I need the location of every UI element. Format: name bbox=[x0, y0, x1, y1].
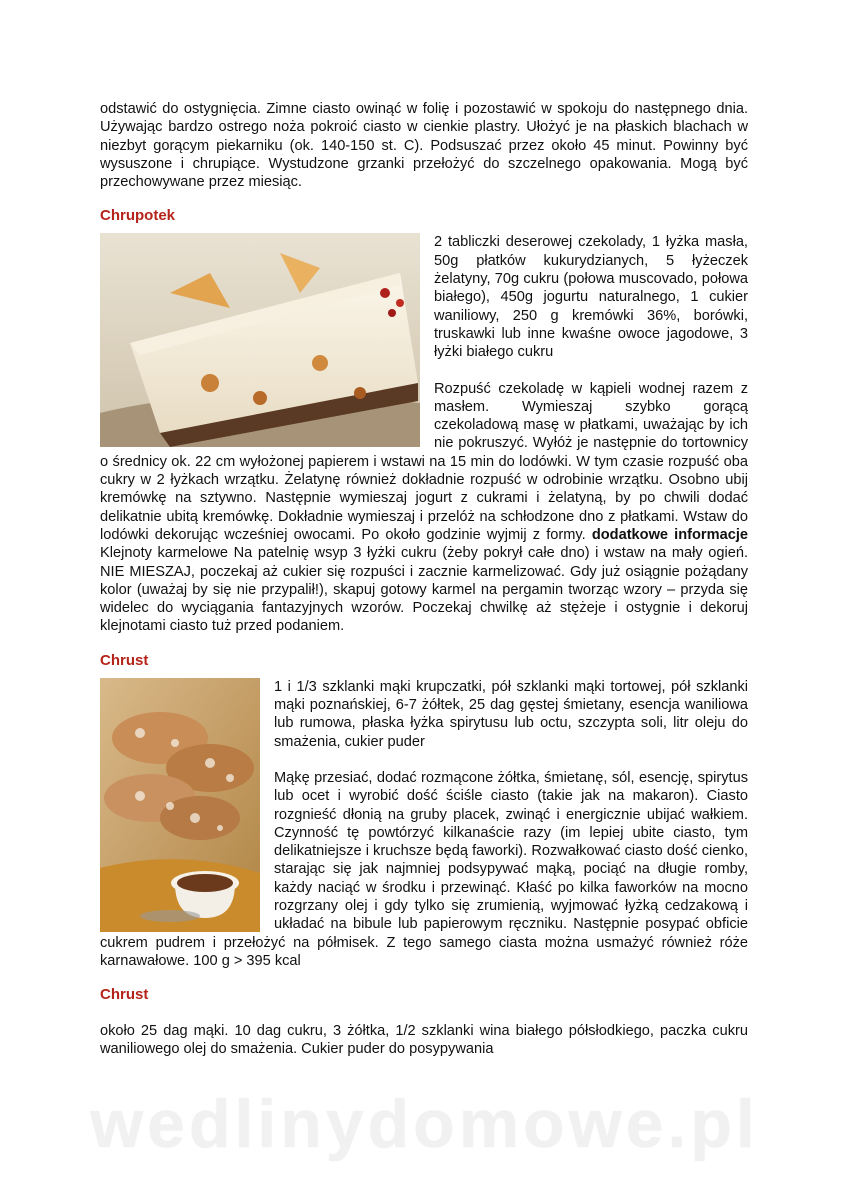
cheesecake-photo bbox=[100, 233, 420, 447]
chrust-method: Mąkę przesiać, dodać rozmącone żółtka, śmietanę, sól, esencję, spirytus lub ocet i wyrobić dość ściśle ciasto (takie jak na makaron). Ciasto rozgnieść dłonią na gruby placek, zwinąć i energicznie ubijać wałkiem. Czynność tę powtórzyć kilkanaście razy (im lepiej ubite ciasto, tym delikatniejsze i kruchsze będą faworki). Rozwałkować ciasto dość cienko, starając się jak najmniej podsypywać mąką, pociąć na długie romby, każdy naciąć w środku i przewinąć. Kłaść po kilka faworków na mocno rozgrzany olej i gdy tylko się zrumienią, wyjmować łyżką cedzakową i układać na bibule lub papierowym ręczniku. Następnie posypać obficie cukrem pudrem i przełożyć na półmisek. Z tego samego ciasta można usmażyć również róże karnawałowe. 100 g > 395 kcal bbox=[100, 769, 748, 969]
watermark: wedlinydomowe.pl bbox=[90, 1086, 759, 1162]
section-chrupotek bbox=[100, 233, 748, 635]
chrupotek-caramel-text: Klejnoty karmelowe Na patelnię wsyp 3 łyżki cukru (żeby pokrył całe dno) i wstaw na mały ogień. NIE MIESZAJ, poczekaj aż cukier się rozpuści i zacznie karmelizować. Gdy już osiągnie pożądany kolor (uważaj by się nie przypalił!), skapuj gotowy karmel na pergamin tworząc wzory – przyda się widelec do wyciągania fantazyjnych wzorów. Poczekaj chwilkę aż stężeje i ostygnie i dekoruj klejnotami ciasto tuż przed podaniem. bbox=[100, 545, 748, 635]
chrust-photo bbox=[100, 678, 260, 932]
document-page bbox=[100, 100, 748, 1059]
section-title-chrust: Chrust bbox=[100, 651, 149, 669]
additional-info-label: dodatkowe informacje bbox=[591, 526, 748, 543]
section-chrust bbox=[100, 678, 748, 970]
chrupotek-method-text: Rozpuść czekoladę w kąpieli wodnej razem z masłem. Wymieszaj szybko gorącą czekoladową masę w płatkami, uważając by ich nie pokruszyć. Wyłóż je następnie do tortownicy o średnicy ok. 22 cm wyłożonej papierem i wstawi na 15 min do lodówki. W tym czasie rozpuść oba cukry w 2 łyżkach wrzątku. Żelatynę również dokładnie rozpuść w odrobinie wrzątku. Osobno ubij kremówkę na sztywno. Następnie wymieszaj jogurt z cukrami i żelatyną, by po chwili dodać delikatnie ubitą kremówkę. Dokładnie wymieszaj i przelóż na schłodzone dno z płatkami. Wstaw do lodówki dekorując wcześniej owocami. Po około godzinie wyjmij z formy. bbox=[100, 380, 748, 543]
section-title-chrust-2: Chrust bbox=[100, 986, 149, 1004]
chrust-ingredients: 1 i 1/3 szklanki mąki krupczatki, pół szklanki mąki tortowej, pół szklanki mąki poznańskiej, 6-7 żółtek, 25 dag gęstej śmietany, esencja waniliowa lub rumowa, płaska łyżka spirytusu lub octu, szczypta soli, litr oleju do smażenia, cukier puder bbox=[274, 678, 748, 750]
section-title-chrupotek: Chrupotek bbox=[100, 207, 175, 225]
chrust2-ingredients: około 25 dag mąki. 10 dag cukru, 3 żółtka, 1/2 szklanki wina białego półsłodkiego, paczka cukru waniliowego olej do smażenia. Cukier puder do posypywania bbox=[100, 1023, 748, 1058]
intro-paragraph: odstawić do ostygnięcia. Zimne ciasto owinąć w folię i pozostawić w spokoju do następnego dnia. Używając bardzo ostrego noża pokroić ciasto w cienkie plastry. Ułożyć je na płaskich blachach w niezbyt gorącym piekarniku (ok. 140-150 st. C). Podsuszać przez około 45 minut. Powinny być wysuszone i chrupiące. Wystudzone grzanki przełożyć do szczelnego opakowania. Mogą być przechowywane przez miesiąc. bbox=[100, 101, 748, 191]
chrupotek-ingredients: 2 tabliczki deserowej czekolady, 1 łyżka masła, 50g płatków kukurydzianych, 5 łyżeczek żelatyny, 70g cukru (połowa muscovado, połowa białego), 450g jogurtu naturalnego, 1 cukier waniliowy, 250 g kremówki 36%, borówki, truskawki lub inne kwaśne owoce jagodowe, 3 łyżki białego cukru bbox=[434, 234, 748, 361]
